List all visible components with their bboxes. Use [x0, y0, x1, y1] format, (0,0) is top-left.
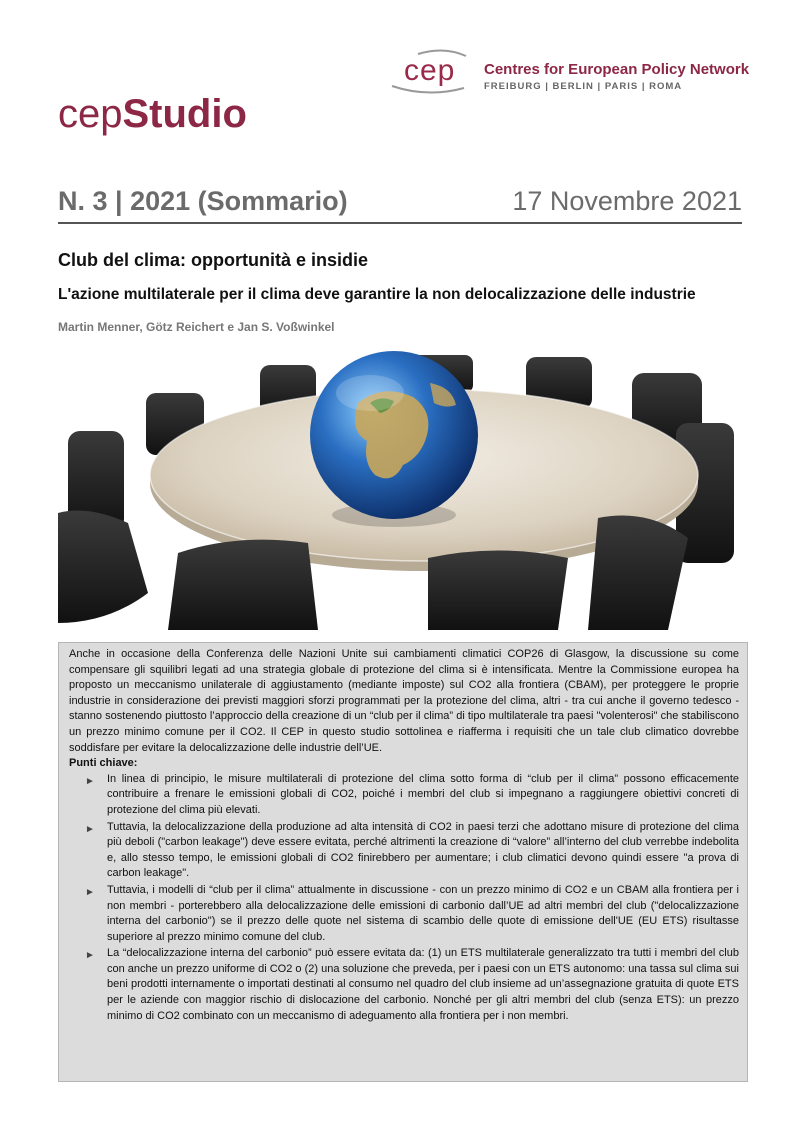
- page-subtitle: L'azione multilaterale per il clima deve garantire la non delocalizzazione delle industrie: [58, 286, 696, 303]
- globe-on-conference-table-photo: [58, 343, 750, 630]
- key-point-item: [85, 772, 739, 819]
- divider: [58, 222, 742, 224]
- triangle-bullet-icon: ►: [85, 950, 95, 962]
- summary-box: [58, 642, 748, 1082]
- key-point-text: In linea di principio, le misure multilaterali di protezione del clima sotto forma di “club per il clima” possono efficacemente contribuire a frenare le emissioni globali di CO2, poiché i membri del club si impegnano a raggiungere obiettivi concreti di protezione del clima più elevati.: [107, 772, 739, 816]
- issue-date: 17 Novembre 2021: [512, 186, 742, 216]
- org-cities: FREIBURG | BERLIN | PARIS | ROMA: [484, 81, 683, 92]
- brand-suffix: Studio: [122, 92, 247, 136]
- brand-prefix: cep: [58, 92, 123, 136]
- triangle-bullet-icon: ►: [85, 886, 95, 898]
- triangle-bullet-icon: ►: [85, 775, 95, 787]
- brand-title: [58, 92, 247, 137]
- key-points-label: Punti chiave:: [69, 757, 138, 770]
- triangle-bullet-icon: ►: [85, 823, 95, 835]
- issue-number: N. 3 | 2021 (Sommario): [58, 186, 348, 216]
- key-point-text: Tuttavia, i modelli di “club per il clima” attualmente in discussione - con un prezzo minimo di CO2 e un CBAM alla frontiera per i non membri - porterebbero alla delocalizzazione delle emissioni di carbonio dall’UE ad altri membri del club ("delocalizzazione interna del carbonio") se il prezzo delle quote nel sistema di scambio delle quote di emissione dell'UE (EU ETS) risultasse superiore al prezzo minimo comune del club.: [107, 883, 739, 943]
- key-point-item: [85, 946, 739, 1024]
- page-title: Club del clima: opportunità e insidie: [58, 250, 369, 270]
- key-points-list: [69, 772, 739, 1025]
- key-point-text: Tuttavia, la delocalizzazione della produzione ad alta intensità di CO2 in paesi terzi che adottano misure di protezione del clima più deboli ("carbon leakage") deve essere evitata, perché altrimenti la creazione di “valore” all’interno del club verrebbe indebolita e, allo stesso tempo, le emissioni globali di CO2 finirebbero per aumentare; i club climatici devono quindi essere "a prova di carbon leakage".: [107, 820, 739, 880]
- key-point-text: La “delocalizzazione interna del carbonio” può essere evitata da: (1) un ETS multilaterale generalizzato tra tutti i membri del club con anche un prezzo uniforme di CO2 o (2) una soluzione che preveda, per i paesi con un ETS autonomo: una tassa sul clima sui beni prodotti internamente o importati destinati al consumo nel quadro del club insieme ad un’assegnazione gratuita di quote ETS per le aziende con maggior rischio di dislocazione del carbonio. Nonché per gli altri membri del club (senza ETS): un prezzo minimo di CO2 combinato con un meccanismo di adeguamento alla frontiera per i non membri.: [107, 947, 739, 1022]
- cep-network-logo: [388, 48, 748, 98]
- summary-intro: Anche in occasione della Conferenza delle Nazioni Unite sui cambiamenti climatici COP26 di Glasgow, la discussione su come compensare gli squilibri legati ad una strategia globale di protezione del clima si è intensificata. Mentre la Commissione europea ha proposto un meccanismo unilaterale di aggiustamento (mediante imposte) sul CO2 alla frontiera (CBAM), per proteggere le proprie industrie in considerazione dei previsti maggiori sforzi programmati per la protezione del clima, altri - tra cui anche il governo tedesco - stanno sostenendo piuttosto l’approccio della creazione di un “club per il clima” di tipo multilaterale tra paesi "volenterosi" che stabiliscono un prezzo minimo comune per il CO2. Il CEP in questo studio sottolinea e riafferma i requisiti che un tale club climatico dovrebbe soddisfare per evitare la delocalizzazione delle industrie dell’UE.: [69, 648, 739, 754]
- key-point-item: [85, 883, 739, 945]
- org-name: Centres for European Policy Network: [484, 61, 750, 78]
- authors: Martin Menner, Götz Reichert e Jan S. Voßwinkel: [58, 320, 335, 334]
- key-point-item: [85, 820, 739, 882]
- logo-text: cep: [404, 54, 456, 87]
